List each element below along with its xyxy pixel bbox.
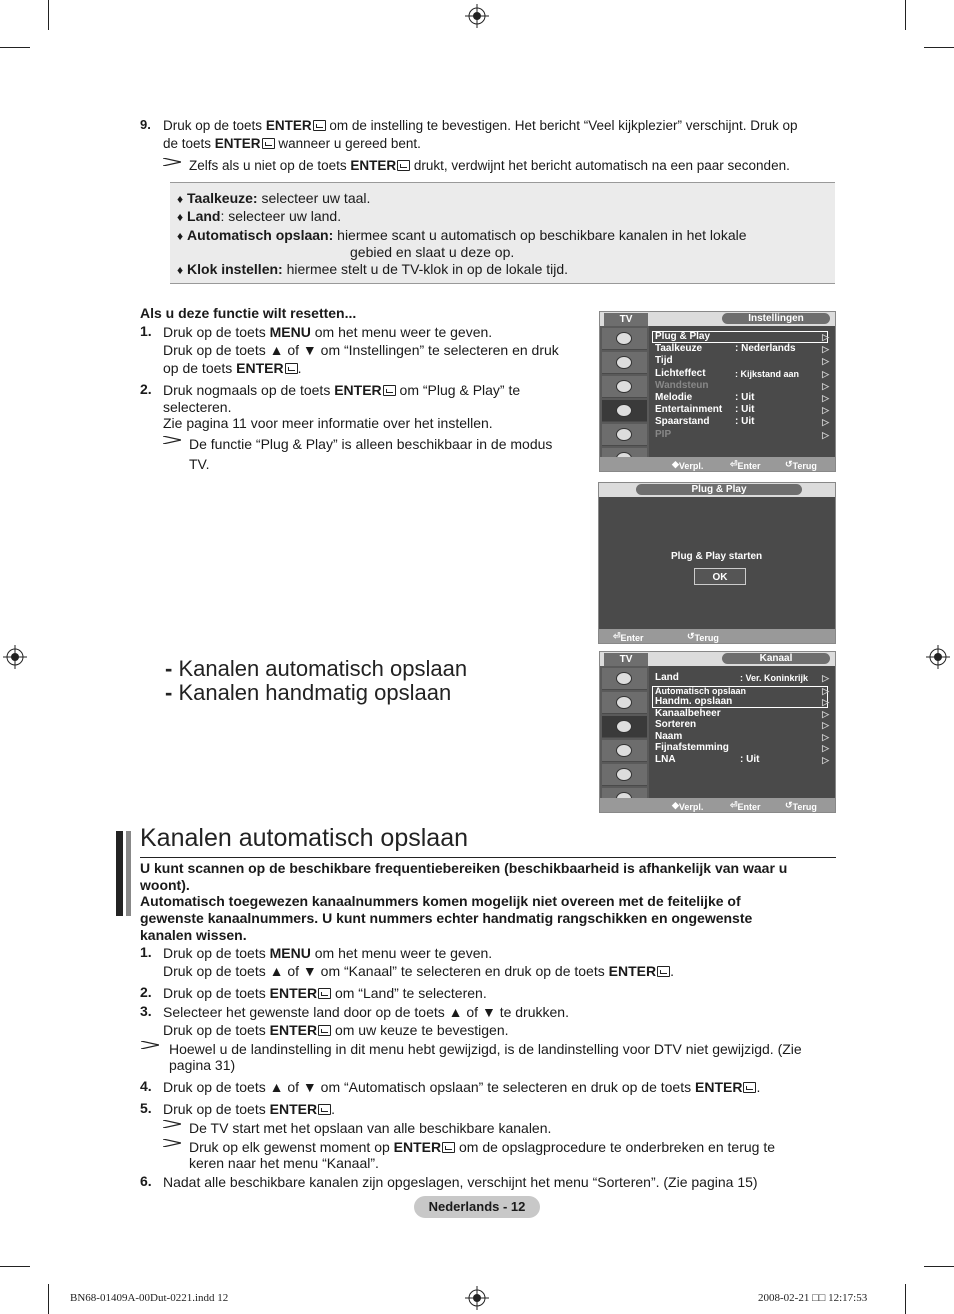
reset-step-1-line-1 — [163, 323, 492, 341]
menu-key-label: MENU — [269, 324, 311, 340]
sidebar-setup-icon[interactable] — [602, 740, 647, 762]
menu-item[interactable] — [655, 754, 829, 766]
menu-item-value: : Kijkstand aan — [735, 369, 800, 379]
text: Druk op de toets — [163, 1101, 270, 1117]
menu-item-label: Fijnafstemming — [655, 742, 729, 753]
info-item — [177, 260, 568, 279]
menu-item-label: Handm. opslaan — [655, 696, 733, 707]
menu-item-label: Land — [655, 672, 679, 683]
reset-step-1-line-3 — [163, 359, 302, 377]
info-box — [170, 182, 835, 284]
arrow-right-icon: ▷ — [822, 720, 829, 730]
menu-item-label: LNA — [655, 754, 676, 765]
text: Druk op de toets — [163, 118, 266, 133]
enter-label: Enter — [737, 802, 761, 812]
subheading-text: Kanalen automatisch opslaan — [178, 656, 468, 681]
enter-hint: ⏎ Enter — [730, 459, 761, 471]
info-label: Land — [187, 208, 221, 224]
menu-item-label: PIP — [655, 429, 672, 440]
text: drukt, verdwijnt het bericht automatisch na een paar seconden. — [410, 158, 790, 173]
sidebar-channel-icon[interactable] — [602, 716, 647, 738]
reset-step-2-number: 2. — [140, 381, 152, 397]
menu-item[interactable] — [655, 742, 829, 754]
move-hint: ◆ Verpl. — [672, 800, 704, 812]
subheading-auto: - Kanalen automatisch opslaan — [165, 656, 468, 681]
enter-key-icon — [285, 363, 298, 374]
sidebar-picture-icon[interactable] — [602, 328, 647, 350]
menu-item-label: Kanaalbeheer — [655, 708, 721, 719]
footer-date: 2008-02-21 □□ 12:17:53 — [758, 1292, 868, 1304]
note-arrow-icon — [163, 1139, 181, 1147]
text: om het menu weer te geven. — [310, 324, 493, 340]
reset-step-1-line-2: Druk op de toets ▲ of ▼ om “Instellingen” te selecteren en druk — [163, 342, 559, 358]
menu-item[interactable] — [655, 392, 829, 404]
text: om uw keuze te bevestigen. — [331, 1022, 509, 1038]
menu-item-value: : Ver. Koninkrijk — [740, 673, 809, 683]
step-3-number: 3. — [140, 1003, 152, 1019]
text: . — [331, 1101, 335, 1117]
info-item — [177, 207, 341, 226]
enter-key-label: ENTER — [393, 1139, 442, 1155]
text: om “Plug & Play” te — [395, 382, 521, 398]
subheading-manual: - Kanalen handmatig opslaan — [165, 680, 452, 705]
step-3-line-1: Selecteer het gewenste land door op de toets ▲ of ▼ te drukken. — [163, 1004, 569, 1020]
text: de toets — [163, 136, 215, 151]
menu-item-label: Plug & Play — [655, 331, 711, 342]
move-label: Verpl. — [678, 461, 704, 471]
back-label: Terug — [792, 461, 817, 471]
step-9-line-2 — [163, 135, 421, 153]
enter-key-icon — [743, 1082, 756, 1093]
menu-item[interactable] — [655, 355, 829, 367]
menu-item-value: : Uit — [735, 404, 755, 415]
intro-line-1: U kunt scannen op de beschikbare frequentiebereiken (beschikbaarheid is afhankelijk van waar u — [140, 860, 788, 876]
sidebar-sound-icon[interactable] — [602, 352, 647, 374]
step-9-number: 9. — [140, 117, 151, 132]
text: wanneer u gereed bent. — [274, 136, 421, 151]
arrow-right-icon: ▷ — [822, 344, 829, 354]
menu-title: Kanaal — [722, 653, 830, 664]
info-item — [177, 189, 370, 208]
enter-key-label: ENTER — [269, 1022, 318, 1038]
registration-mark-left — [3, 645, 27, 669]
menu-item-label: Tijd — [655, 355, 673, 366]
section-title: Kanalen automatisch opslaan — [140, 824, 469, 852]
text: Druk op elk gewenst moment op — [189, 1139, 394, 1155]
intro-line-3: Automatisch toegewezen kanaalnummers komen mogelijk niet overeen met de feitelijke of — [140, 893, 741, 909]
enter-hint: ⏎ Enter — [730, 800, 761, 812]
tv-menu-instellingen — [599, 311, 836, 472]
reset-note-line-1: De functie “Plug & Play” is alleen beschikbaar in de modus — [189, 436, 553, 452]
arrow-right-icon: ▷ — [822, 381, 829, 391]
diamond-bullet-icon: ♦ — [177, 210, 184, 224]
note-arrow-icon — [163, 436, 181, 444]
menu-title: Instellingen — [722, 313, 830, 324]
enter-key-label: ENTER — [269, 1101, 318, 1117]
note-arrow-icon — [163, 1120, 181, 1128]
menu-item-label: Wandsteun — [655, 380, 709, 391]
enter-key-icon — [397, 160, 410, 171]
enter-key-label: ENTER — [608, 963, 657, 979]
info-text: selecteer uw taal. — [257, 190, 371, 206]
arrow-right-icon: ▷ — [822, 369, 829, 379]
section-bar — [116, 831, 123, 916]
menu-sidebar — [600, 666, 649, 798]
menu-list — [652, 666, 829, 798]
menu-item — [655, 380, 829, 392]
plug-and-play-message: Plug & Play starten — [671, 551, 763, 562]
menu-item[interactable] — [655, 331, 829, 343]
reset-step-2-line-3: Zie pagina 11 voor meer informatie over het instellen. — [163, 415, 493, 431]
subheading-text: Kanalen handmatig opslaan — [178, 680, 452, 705]
enter-key-label: ENTER — [695, 1079, 743, 1095]
page-number-badge: Nederlands - 12 — [414, 1196, 540, 1218]
menu-item-value: : Uit — [735, 416, 755, 427]
arrow-right-icon: ▷ — [822, 393, 829, 403]
info-text: : selecteer uw land. — [220, 208, 342, 224]
step-6-line: Nadat alle beschikbare kanalen zijn opgeslagen, verschijnt het menu “Sorteren”. (Zie pagina 15) — [163, 1174, 758, 1190]
step-1-line-1 — [163, 944, 492, 962]
info-text: hiermee stelt u de TV-klok in op de lokale tijd. — [282, 261, 569, 277]
text: Druk op de toets ▲ of ▼ om “Kanaal” te selecteren en druk op de toets — [163, 963, 609, 979]
menu-item-value: : Uit — [740, 754, 760, 765]
arrow-right-icon: ▷ — [822, 430, 829, 440]
reset-step-2-line-1 — [163, 381, 520, 399]
enter-label: Enter — [620, 633, 644, 643]
menu-key-label: MENU — [269, 945, 311, 961]
section-rule — [140, 857, 836, 858]
arrow-right-icon: ▷ — [822, 405, 829, 415]
step-3-note-line-1: Hoewel u de landinstelling in dit menu hebt gewijzigd, is de landinstelling voor DTV niet gewijzigd. (Zie — [169, 1041, 802, 1057]
enter-key-label: ENTER — [350, 158, 397, 173]
text: op de toets — [163, 360, 237, 376]
sidebar-input-icon[interactable] — [602, 764, 647, 786]
step-4-line — [163, 1078, 760, 1096]
step-3-note-line-2: pagina 31) — [169, 1057, 236, 1073]
menu-footer — [599, 629, 835, 643]
arrow-right-icon: ▷ — [822, 697, 829, 707]
footer-file: BN68-01409A-00Dut-0221.indd 12 — [70, 1292, 229, 1304]
step-2-number: 2. — [140, 984, 152, 1000]
text: Druk op de toets ▲ of ▼ om “Automatisch opslaan” te selecteren en druk op de toets — [163, 1079, 695, 1095]
step-5-number: 5. — [140, 1100, 152, 1116]
enter-key-icon — [318, 1104, 331, 1115]
enter-key-label: ENTER — [334, 382, 382, 398]
reset-heading: Als u deze functie wilt resetten... — [140, 305, 357, 321]
step-1-line-2 — [163, 962, 674, 980]
enter-key-icon — [657, 966, 670, 977]
text: om de opslagprocedure te onderbreken en terug te — [455, 1139, 775, 1155]
menu-item[interactable] — [655, 404, 829, 416]
menu-footer — [600, 457, 835, 471]
arrow-right-icon: ▷ — [822, 332, 829, 342]
menu-item-label: Sorteren — [655, 719, 697, 730]
arrow-right-icon: ▷ — [822, 686, 829, 696]
arrow-right-icon: ▷ — [822, 356, 829, 366]
enter-key-label: ENTER — [265, 118, 312, 133]
reset-step-2-line-2: selecteren. — [163, 399, 232, 415]
menu-item-label: Melodie — [655, 392, 693, 403]
diamond-bullet-icon: ♦ — [177, 263, 184, 277]
menu-title: Plug & Play — [636, 484, 802, 495]
reset-note-line-2: TV. — [189, 456, 210, 472]
menu-item[interactable] — [655, 416, 829, 428]
arrow-right-icon: ▷ — [822, 709, 829, 719]
step-5-note-2-line-2: keren naar het menu “Kanaal”. — [189, 1155, 379, 1171]
enter-hint: ⏎ Enter — [613, 631, 644, 643]
text: Druk op de toets — [163, 985, 270, 1001]
info-label: Taalkeuze: — [187, 190, 258, 206]
registration-mark-bottom — [465, 1286, 489, 1310]
note-arrow-icon — [141, 1041, 159, 1049]
tv-menu-plug-and-play — [598, 482, 836, 644]
back-hint: ↺ Terug — [785, 800, 817, 812]
arrow-right-icon: ▷ — [822, 743, 829, 753]
text: . — [297, 360, 302, 376]
text: om het menu weer te geven. — [310, 945, 493, 961]
move-hint: ◆ Verpl. — [672, 459, 704, 471]
info-text-continued: gebied en slaat u deze op. — [350, 244, 515, 260]
enter-key-label: ENTER — [214, 136, 261, 151]
tv-label: TV — [604, 313, 648, 327]
menu-item[interactable] — [655, 368, 829, 380]
intro-line-2: woont). — [140, 877, 190, 893]
menu-list — [652, 326, 829, 457]
menu-item[interactable] — [655, 696, 829, 708]
enter-label: Enter — [737, 461, 761, 471]
text: Zelfs als u niet op de toets — [189, 158, 351, 173]
tv-label: TV — [604, 653, 648, 667]
arrow-right-icon: ▷ — [822, 673, 829, 683]
sidebar-sound-icon[interactable] — [602, 692, 647, 714]
intro-line-4: gewenste kanaalnummers. U kunt nummers echter handmatig rangschikken en ongewenste — [140, 910, 753, 926]
menu-footer — [600, 798, 835, 812]
menu-sidebar — [600, 326, 649, 457]
enter-key-label: ENTER — [269, 985, 318, 1001]
step-9-note — [189, 157, 790, 175]
text: om de instelling te bevestigen. Het bericht “Veel kijkplezier” verschijnt. Druk op — [325, 118, 798, 133]
text: om “Land” te selecteren. — [331, 985, 487, 1001]
sidebar-setup-icon[interactable] — [602, 400, 647, 422]
menu-item-value: : Nederlands — [735, 343, 796, 354]
registration-mark-top — [465, 4, 489, 28]
menu-item-label: Naam — [655, 731, 683, 742]
back-hint: ↺ Terug — [687, 631, 719, 643]
sidebar-picture-icon[interactable] — [602, 668, 647, 690]
step-2-line — [163, 984, 487, 1002]
enter-key-icon — [383, 385, 396, 396]
arrow-right-icon: ▷ — [822, 755, 829, 765]
section-bar-light — [126, 831, 131, 916]
enter-key-icon — [313, 120, 326, 131]
step-9-line-1 — [163, 117, 798, 135]
tv-menu-kanaal — [599, 651, 836, 813]
menu-item-label: Lichteffect — [655, 368, 706, 379]
text: Druk op de toets — [163, 945, 270, 961]
step-5-line — [163, 1100, 335, 1118]
back-label: Terug — [694, 633, 719, 643]
registration-mark-right — [926, 645, 950, 669]
back-hint: ↺ Terug — [785, 459, 817, 471]
text: Druk op de toets — [163, 324, 270, 340]
info-label: Automatisch opslaan: — [187, 227, 334, 243]
enter-key-icon — [318, 988, 331, 999]
enter-key-icon — [442, 1142, 455, 1153]
intro-line-5: kanalen wissen. — [140, 927, 247, 943]
menu-item[interactable] — [655, 719, 829, 731]
menu-item-label: Automatisch opslaan — [655, 686, 747, 696]
back-label: Terug — [792, 802, 817, 812]
diamond-bullet-icon: ♦ — [177, 192, 184, 206]
step-4-number: 4. — [140, 1078, 152, 1094]
step-6-number: 6. — [140, 1173, 152, 1189]
ok-button[interactable]: OK — [694, 568, 746, 585]
diamond-bullet-icon: ♦ — [177, 229, 184, 243]
text: . — [756, 1079, 761, 1095]
step-3-line-2 — [163, 1021, 509, 1039]
menu-item[interactable] — [655, 672, 829, 684]
arrow-right-icon: ▷ — [822, 417, 829, 427]
info-text: hiermee scant u automatisch op beschikbare kanalen in het lokale — [333, 227, 747, 243]
menu-item — [655, 429, 829, 441]
note-arrow-icon — [163, 158, 181, 166]
info-label: Klok instellen: — [187, 261, 283, 277]
step-5-note-1: De TV start met het opslaan van alle beschikbare kanalen. — [189, 1120, 552, 1136]
text: Druk op de toets — [163, 1022, 270, 1038]
reset-step-1-number: 1. — [140, 323, 152, 339]
step-1-number: 1. — [140, 944, 152, 960]
menu-item-value: : Uit — [735, 392, 755, 403]
arrow-right-icon: ▷ — [822, 732, 829, 742]
sidebar-channel-icon[interactable] — [602, 376, 647, 398]
move-label: Verpl. — [678, 802, 704, 812]
menu-item-label: Taalkeuze — [655, 343, 703, 354]
enter-key-label: ENTER — [236, 360, 284, 376]
enter-key-icon — [318, 1025, 331, 1036]
sidebar-input-icon[interactable] — [602, 424, 647, 446]
menu-item-label: Entertainment — [655, 404, 723, 415]
text: Druk nogmaals op de toets — [163, 382, 335, 398]
menu-item-label: Spaarstand — [655, 416, 710, 427]
menu-item[interactable] — [655, 343, 829, 355]
text: . — [670, 963, 674, 979]
enter-key-icon — [262, 138, 275, 149]
